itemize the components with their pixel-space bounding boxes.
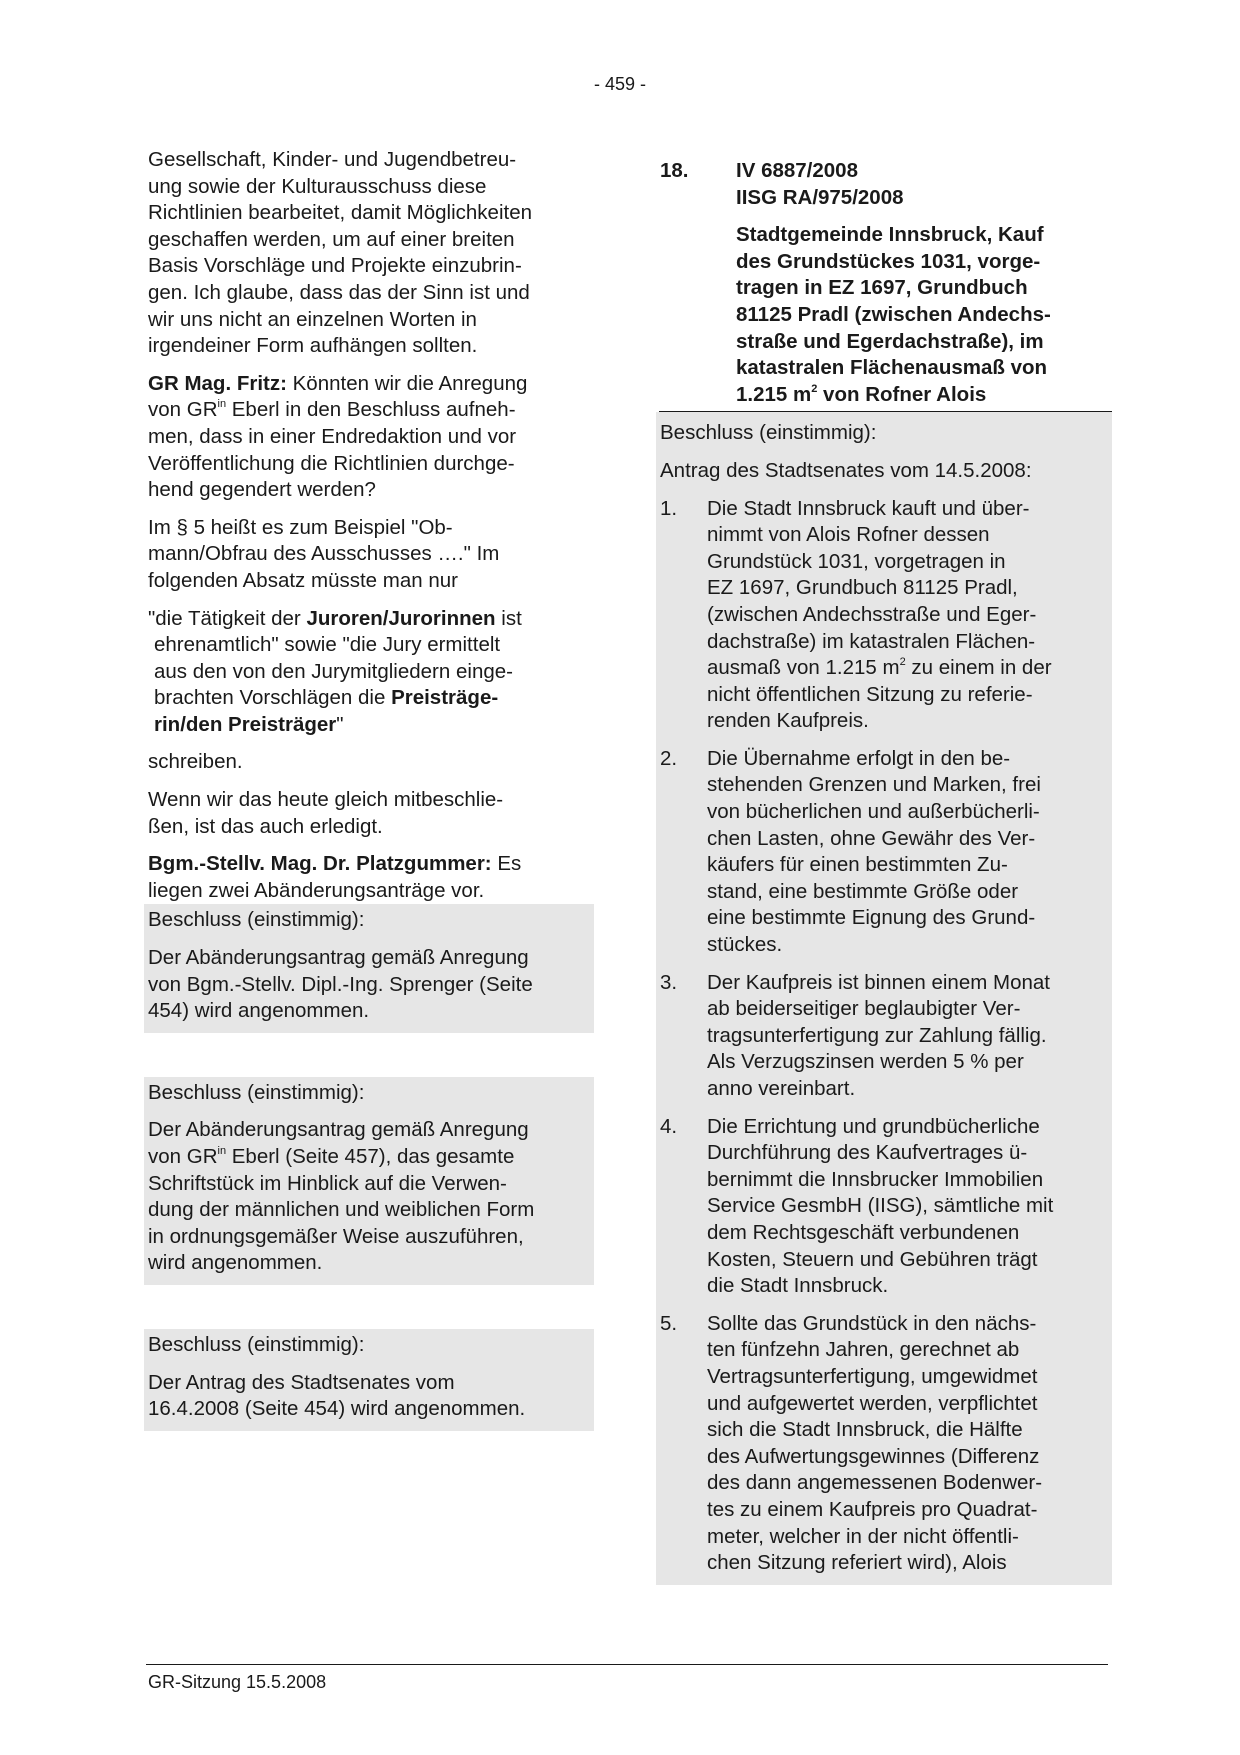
page-number: - 459 - xyxy=(593,74,647,94)
footer-divider xyxy=(146,1664,1108,1665)
paragraph-continuation: Gesellschaft, Kinder- und Jugendbetreu- ung sowie der Kulturausschuss diese Richtlinien bearbeitet, damit Möglichkeiten geschaffen werden, um auf einer breiten Basis Vorschläge und Projekte einzubrin- gen. Ich glaube, dass das der Sinn ist und wir uns nicht an einzelnen Worten in irgendeiner Form aufhängen sollten. xyxy=(148,148,533,358)
resolution-box-1: Beschluss (einstimmig): Der Abänderungsantrag gemäß Anregung von Bgm.-Stellv. Dipl.-Ing. Sprenger (Seite 454) wird angenommen. xyxy=(144,904,594,1032)
left-column xyxy=(148,147,590,1431)
motion-intro: Antrag des Stadtsenates vom 14.5.2008: xyxy=(660,458,1032,482)
resolution-heading: Beschluss (einstimmig): xyxy=(660,421,877,445)
resolution-heading: Beschluss (einstimmig): xyxy=(148,1080,365,1104)
agenda-item-title: Stadtgemeinde Innsbruck, Kauf des Grundstückes 1031, vorge- tragen in EZ 1697, Grundbuch 81125 Pradl (zwischen Andechs- straße und Egerdachstraße), im katastralen Flächenausmaß von 1.215 $m^2$ von Rofner Alois xyxy=(736,223,1051,406)
resolution-box-right xyxy=(656,412,1112,1584)
speech-platzgummer: Bgm.-Stellv. Mag. Dr. Platzgummer: Es liegen zwei Abänderungsanträge vor. xyxy=(148,852,522,902)
right-column xyxy=(660,158,1108,1585)
footer-session-label: GR-Sitzung 15.5.2008 xyxy=(148,1672,327,1692)
agenda-item-refs: IV 6887/2008 IISG RA/975/2008 xyxy=(736,159,904,209)
agenda-item-heading xyxy=(660,158,1108,408)
paragraph-schreiben: schreiben. xyxy=(148,750,243,774)
list-item: 4. Die Errichtung und grundbücherliche Durchführung des Kaufvertrages ü- bernimmt die Innsbrucker Immobilien Service GesmbH (IISG), sämtliche mit dem Rechtsgeschäft verbundenen Kosten, Steuern und Gebühren trägt die Stadt Innsbruck. xyxy=(660,1114,1054,1298)
speech-fritz: GR Mag. Fritz: Könnten wir die Anregung von $GR^{in}$ Eberl in den Beschluss aufneh- men, dass in einer Endredaktion und vor Veröffentlichung die Richtlinien durchge- hend gegendert werden? xyxy=(148,371,528,502)
resolution-box-3: Beschluss (einstimmig): Der Antrag des Stadtsenates vom 16.4.2008 (Seite 454) wird angenommen. xyxy=(144,1329,594,1431)
resolution-heading: Beschluss (einstimmig): xyxy=(148,908,365,932)
quoted-text: "die Tätigkeit der Juroren/Jurorinnen ist ehrenamtlich" sowie "die Jury ermittelt aus den von den Jurymitgliedern einge- brachten Vorschlägen die Preisträge- rin/den Preisträger" xyxy=(148,606,522,736)
list-item: 5. Sollte das Grundstück in den nächs- ten fünfzehn Jahren, gerechnet ab Vertragsunterfertigung, umgewidmet und aufgewertet werden, verpflichtet sich die Stadt Innsbruck, die Hälfte des Aufwertungsgewinnes (Differenz des dann angemessenen Bodenwer- tes zu einem Kaufpreis pro Quadrat- meter, welcher in der nicht öffentli- chen Sitzung referiert wird), Alois xyxy=(660,1311,1043,1575)
resolution-box-2: Beschluss (einstimmig): Der Abänderungsantrag gemäß Anregung von $GR^{in}$ Eberl (Seite 457), das gesamte Schriftstück im Hinblick auf die Verwen- dung der männlichen und weiblichen Form in ordnungsgemäßer Weise auszuführen, wird angenommen. xyxy=(144,1077,594,1285)
paragraph-erledigt: Wenn wir das heute gleich mitbeschlie- ßen, ist das auch erledigt. xyxy=(148,788,504,838)
resolution-heading: Beschluss (einstimmig): xyxy=(148,1332,365,1356)
list-item: 1. Die Stadt Innsbruck kauft und über- nimmt von Alois Rofner dessen Grundstück 1031, vorgetragen in EZ 1697, Grundbuch 81125 Pradl, (zwischen Andechsstraße und Eger- dachstraße) im katastralen Flächen- ausmaß von 1.215 $m^2$ zu einem in der nicht öffentlichen Sitzung zu referie- renden Kaufpreis. xyxy=(660,496,1052,733)
agenda-item-number: 18. xyxy=(660,159,689,182)
list-item: 3. Der Kaufpreis ist binnen einem Monat ab beiderseitiger beglaubigter Ver- tragsunterfertigung zur Zahlung fällig. Als Verzugszinsen werden 5 % per anno vereinbart. xyxy=(660,970,1050,1100)
paragraph-example: Im § 5 heißt es zum Beispiel "Ob- mann/Obfrau des Ausschusses …." Im folgenden Absatz müsste man nur xyxy=(148,515,500,592)
speaker-name: GR Mag. Fritz: xyxy=(148,371,287,395)
speaker-name: Bgm.-Stellv. Mag. Dr. Platzgummer: xyxy=(148,852,492,876)
list-item: 2. Die Übernahme erfolgt in den be- stehenden Grenzen und Marken, frei von bücherlichen und außerbücherli- chen Lasten, ohne Gewähr des Ver- käufers für einen bestimmten Zu- stand, eine bestimmte Größe oder eine bestimmte Eignung des Grund- stückes. xyxy=(660,746,1041,957)
